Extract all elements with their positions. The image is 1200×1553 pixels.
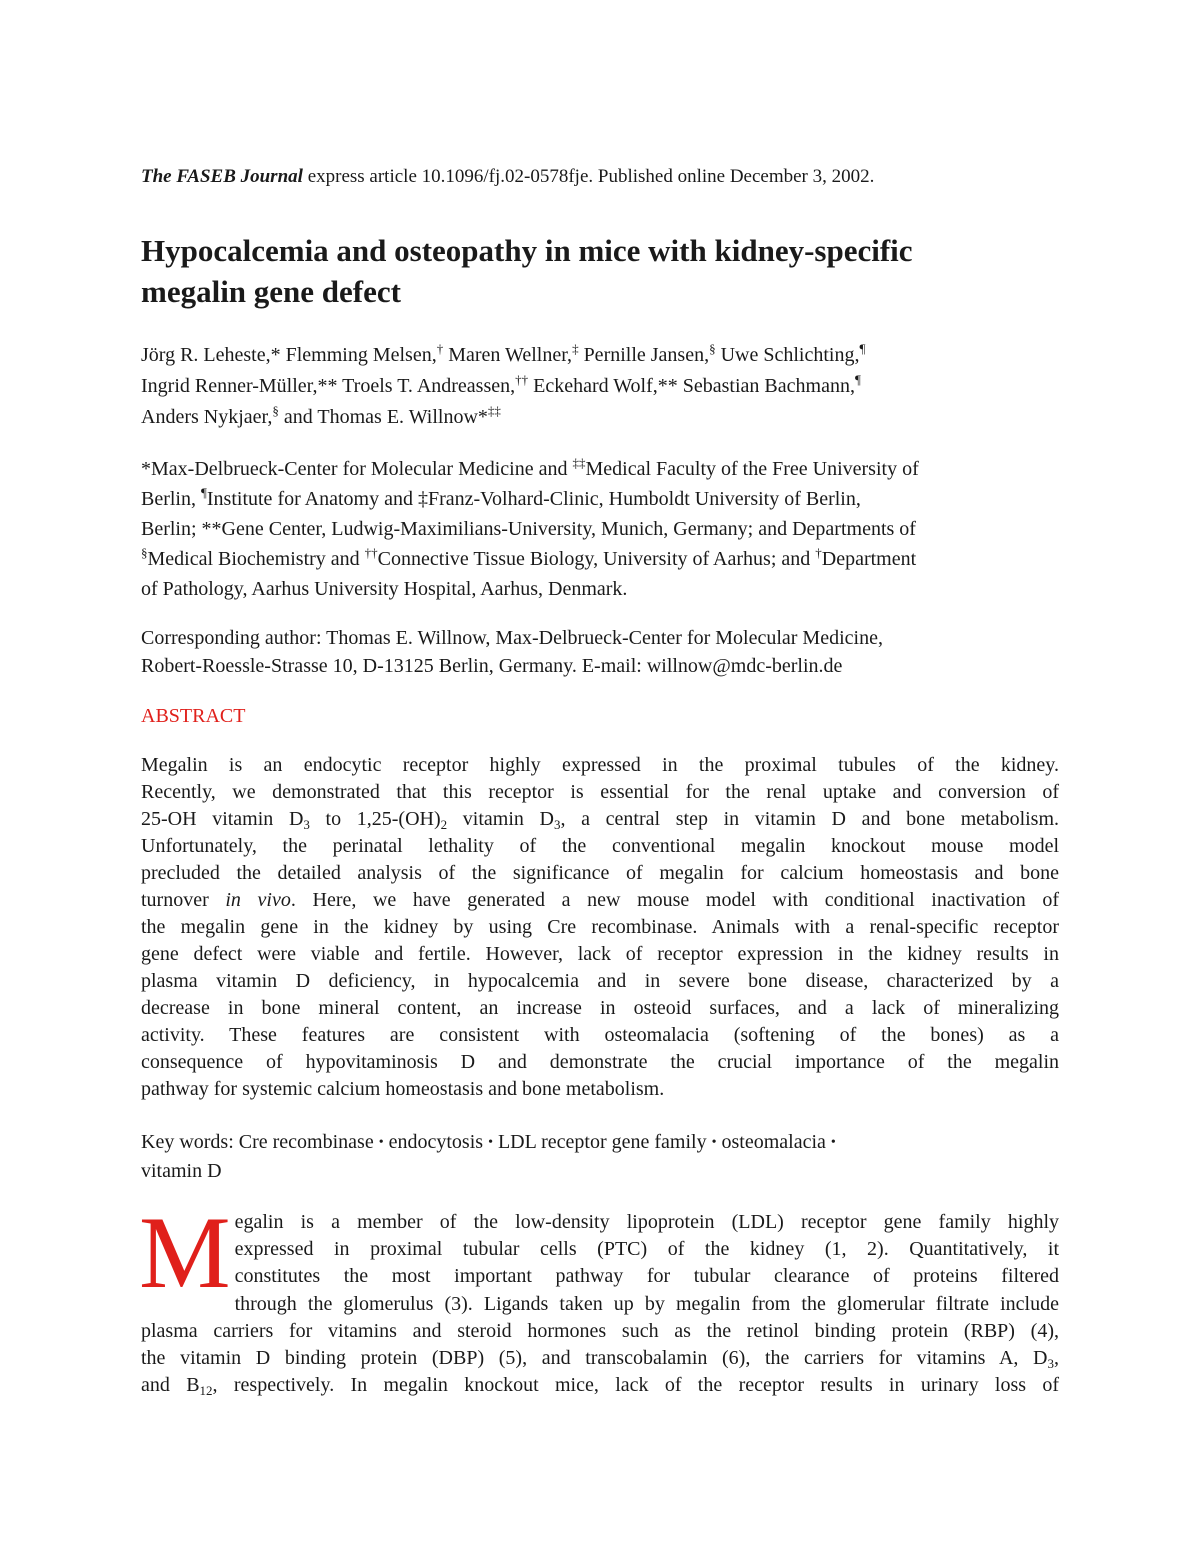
affil-mark: ‡	[572, 341, 579, 356]
affil-line-2	[141, 484, 1059, 514]
author-text: and Thomas E. Willnow*	[278, 406, 488, 428]
affil-mark: ‡‡	[572, 455, 586, 470]
journal-header	[141, 165, 1059, 189]
text-run: ,	[1054, 1347, 1059, 1370]
keywords-label: Key words:	[141, 1131, 239, 1153]
body-line	[141, 1372, 1059, 1399]
bullet-separator: •	[488, 1135, 493, 1150]
abstract-line: consequence of hypovitaminosis D and demonstrate the crucial importance of the megalin	[141, 1051, 1059, 1073]
text-run: the vitamin D binding protein (DBP) (5), and transcobalamin (6), the carriers for vitamins A, D	[141, 1347, 1048, 1370]
body-line: through the glomerulus (3). Ligands taken up by megalin from the glomerular filtrate include	[234, 1292, 1059, 1315]
text-run: 25-OH vitamin D	[141, 808, 304, 830]
keywords-line-2: vitamin D	[141, 1160, 222, 1182]
keyword: Cre recombinase	[238, 1131, 374, 1153]
subscript: 2	[440, 817, 448, 832]
title-line-2: megalin gene defect	[141, 274, 401, 309]
affil-text: Institute for Anatomy and ‡Franz-Volhard-Clinic, Humboldt University of Berlin,	[206, 488, 861, 510]
affil-mark: ¶	[201, 485, 207, 500]
body-line: expressed in proximal tubular cells (PTC) of the kidney (1, 2). Quantitatively, it	[234, 1238, 1059, 1261]
body-line	[141, 1345, 1059, 1372]
bullet-separator: •	[711, 1135, 717, 1150]
affil-text: *Max-Delbrueck-Center for Molecular Medicine and	[141, 458, 573, 480]
author-text: Maren Wellner,	[443, 344, 573, 366]
affil-mark: ††	[515, 372, 529, 387]
subscript: 3	[303, 817, 310, 832]
article-title	[141, 230, 1059, 312]
body-line: egalin is a member of the low-density lipoprotein (LDL) receptor gene family highly	[234, 1211, 1059, 1233]
affil-text: Medical Faculty of the Free University of	[585, 458, 919, 480]
bullet-separator: •	[378, 1135, 384, 1150]
affil-mark: †	[815, 545, 822, 560]
affiliations	[141, 454, 1059, 604]
abstract-line: Megalin is an endocytic receptor highly expressed in the proximal tubules of the kidney.	[141, 754, 1059, 776]
subscript: 12	[199, 1383, 213, 1399]
affil-text: Connective Tissue Biology, University of Aarhus; and	[377, 548, 816, 570]
author-text: Anders Nykjaer,	[141, 406, 273, 428]
journal-name: The FASEB Journal	[141, 166, 303, 187]
affil-mark: ¶	[854, 372, 861, 387]
subscript: 3	[1047, 1356, 1054, 1372]
bullet-separator: •	[830, 1135, 836, 1150]
abstract-line	[141, 887, 1059, 914]
corresponding-author	[141, 624, 1059, 680]
text-run: vitamin D	[447, 808, 554, 830]
body-line: constitutes the most important pathway for tubular clearance of proteins filtered	[234, 1265, 1059, 1288]
abstract-line: decrease in bone mineral content, an increase in osteoid surfaces, and a lack of mineralizing	[141, 997, 1059, 1019]
keyword: endocytosis	[388, 1131, 484, 1153]
text-run: , a central step in vitamin D and bone metabolism.	[560, 808, 1060, 830]
author-line-2	[141, 371, 1059, 402]
text-run: , respectively. In megalin knockout mice, lack of the receptor results in urinary loss of	[212, 1374, 1059, 1397]
subscript: 3	[554, 817, 561, 832]
affil-line-1	[141, 454, 1059, 484]
text-run: turnover	[141, 889, 226, 911]
affil-mark: ‡‡	[487, 403, 501, 418]
affil-mark: †	[436, 341, 444, 356]
author-list	[141, 340, 1059, 433]
abstract-line: gene defect were viable and fertile. However, lack of receptor expression in the kidney results in	[141, 943, 1059, 965]
affil-line-5: of Pathology, Aarhus University Hospital, Aarhus, Denmark.	[141, 578, 628, 600]
author-text: Eckehard Wolf,** Sebastian Bachmann,	[528, 375, 855, 397]
abstract-line: precluded the detailed analysis of the significance of megalin for calcium homeostasis and bone	[141, 862, 1059, 884]
text-run: to 1,25-(OH)	[309, 808, 441, 830]
text-run: and B	[141, 1374, 200, 1397]
affil-mark: ¶	[859, 341, 866, 356]
affil-mark: §	[272, 403, 279, 418]
author-text: Jörg R. Leheste,* Flemming Melsen,	[141, 344, 437, 366]
author-text: Pernille Jansen,	[578, 344, 710, 366]
affil-line-4	[141, 544, 1059, 574]
abstract-text	[141, 752, 1059, 1103]
affil-text: Department	[821, 548, 917, 570]
author-text: Uwe Schlichting,	[715, 344, 860, 366]
keywords-line-1	[141, 1128, 1059, 1157]
author-line-3	[141, 402, 1059, 433]
corr-line-1: Corresponding author: Thomas E. Willnow, Max-Delbrueck-Center for Molecular Medicine,	[141, 627, 883, 649]
affil-mark: §	[709, 341, 716, 356]
text-run: . Here, we have generated a new mouse model with conditional inactivation of	[290, 889, 1059, 911]
abstract-line: activity. These features are consistent with osteomalacia (softening of the bones) as a	[141, 1024, 1059, 1046]
affil-text: Medical Biochemistry and	[147, 548, 365, 570]
affil-mark: ††	[364, 545, 378, 560]
body-text	[139, 1196, 1059, 1399]
drop-cap: M	[139, 1196, 231, 1310]
affil-line-3: Berlin; **Gene Center, Ludwig-Maximilians-University, Munich, Germany; and Departments of	[141, 518, 916, 540]
abstract-line: Unfortunately, the perinatal lethality of the conventional megalin knockout mouse model	[141, 835, 1059, 857]
title-line-1: Hypocalcemia and osteopathy in mice with kidney-specific	[141, 233, 913, 268]
abstract-line	[141, 806, 1059, 833]
author-text: Ingrid Renner-Müller,** Troels T. Andreassen,	[141, 375, 516, 397]
keywords	[141, 1128, 1059, 1185]
italic-text: in vivo	[225, 889, 291, 911]
body-line: plasma carriers for vitamins and steroid hormones such as the retinol binding protein (RBP) (4),	[141, 1319, 1059, 1342]
abstract-line: plasma vitamin D deficiency, in hypocalcemia and in severe bone disease, characterized by a	[141, 970, 1059, 992]
keyword: LDL receptor gene family	[497, 1131, 707, 1153]
abstract-line: pathway for systemic calcium homeostasis and bone metabolism.	[141, 1078, 665, 1100]
affil-text: Berlin,	[141, 488, 201, 510]
corr-line-2: Robert-Roessle-Strasse 10, D-13125 Berlin, Germany. E-mail: willnow@mdc-berlin.de	[141, 655, 843, 677]
keyword: osteomalacia	[721, 1131, 826, 1153]
abstract-line: the megalin gene in the kidney by using Cre recombinase. Animals with a renal-specific receptor	[141, 916, 1059, 938]
article-info: express article 10.1096/fj.02-0578fje. Published online December 3, 2002.	[302, 166, 875, 187]
affil-mark: §	[141, 545, 148, 560]
abstract-heading: ABSTRACT	[141, 705, 246, 727]
author-line-1	[141, 340, 1059, 371]
abstract-line: Recently, we demonstrated that this receptor is essential for the renal uptake and conversion of	[141, 781, 1059, 803]
